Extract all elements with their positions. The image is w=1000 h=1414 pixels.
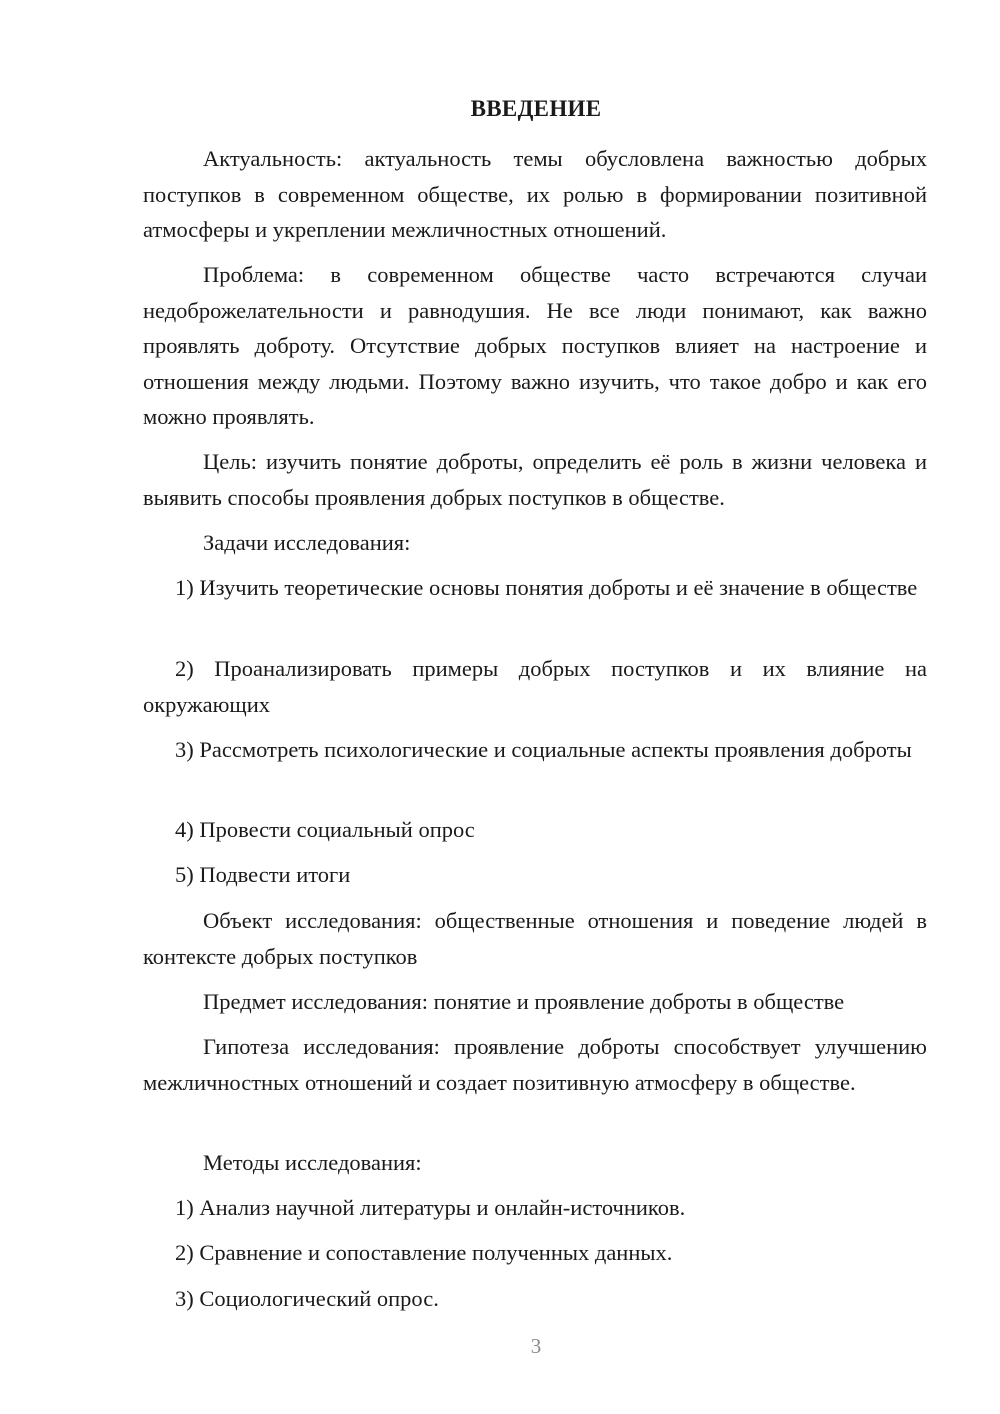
methods-title: Методы исследования: — [203, 1150, 422, 1175]
paragraph-problem: Проблема: в современном обществе часто встречаются случаи недоброжелательности и равнодушия. Не все люди понимают, как важно проявлять доброту. Отсутствие добрых поступков влияет на настроение и отношения между людьми. Поэтому важно изучить, что такое добро и как его можно проявлять. — [143, 262, 927, 429]
paragraph-goal: Цель: изучить понятие доброты, определить её роль в жизни человека и выявить способы проявления добрых поступков в обществе. — [143, 449, 927, 510]
task-item-2: 2) Проанализировать примеры добрых поступков и их влияние на окружающих — [143, 656, 927, 717]
paragraph-relevance: Актуальность: актуальность темы обусловлена важностью добрых поступков в современном обществе, их ролью в формировании позитивной атмосферы и укреплении межличностных отношений. — [143, 146, 927, 242]
task-item-4: 4) Провести социальный опрос — [175, 817, 475, 842]
method-item-3: 3) Социологический опрос. — [175, 1286, 439, 1311]
task-item-1: 1) Изучить теоретические основы понятия доброты и её значение в обществе — [175, 575, 918, 600]
tasks-title: Задачи исследования: — [203, 530, 411, 555]
paragraph-subject: Предмет исследования: понятие и проявление доброты в обществе — [203, 989, 845, 1014]
task-item-3: 3) Рассмотреть психологические и социальные аспекты проявления доброты — [175, 737, 912, 762]
method-item-2: 2) Сравнение и сопоставление полученных данных. — [175, 1240, 673, 1265]
paragraph-hypothesis: Гипотеза исследования: проявление доброты способствует улучшению межличностных отношений и создает позитивную атмосферу в обществе. — [143, 1034, 927, 1095]
paragraph-object: Объект исследования: общественные отношения и поведение людей в контексте добрых поступков — [143, 908, 927, 969]
method-item-1: 1) Анализ научной литературы и онлайн-источников. — [175, 1195, 686, 1220]
task-item-5: 5) Подвести итоги — [175, 862, 351, 887]
page-number: 3 — [530, 1334, 542, 1358]
section-heading: ВВЕДЕНИЕ — [470, 96, 602, 121]
